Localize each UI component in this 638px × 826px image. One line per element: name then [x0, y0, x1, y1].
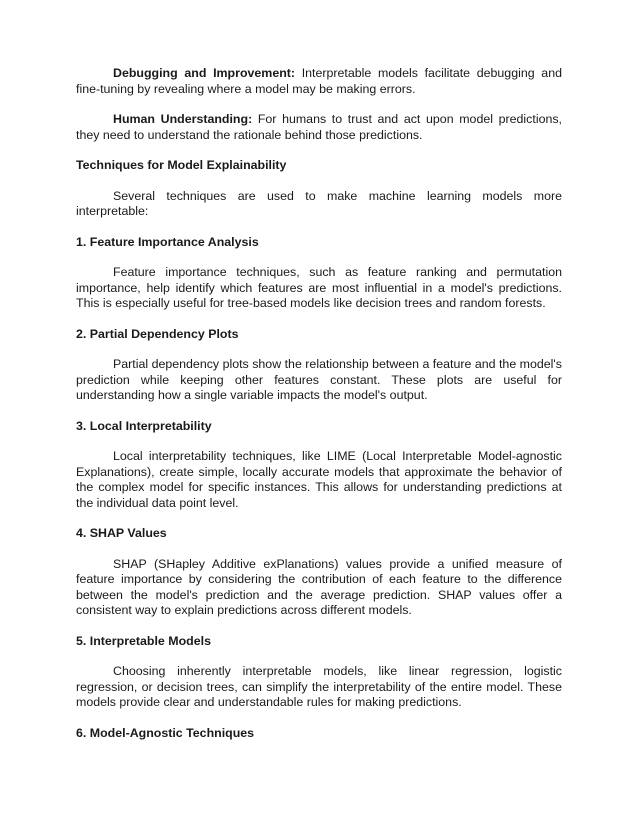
technique-body: Choosing inherently interpretable models, like linear regression, logistic regression, or decision trees, can simplify the interpretability of the entire model. These models provide clear and understandable rules for making predictions. — [76, 664, 562, 709]
intro-paragraph-human-understanding — [76, 112, 562, 143]
paragraph-lead: Debugging and Improvement: — [113, 66, 296, 80]
technique-heading: 1. Feature Importance Analysis — [76, 234, 259, 249]
technique-body: Local interpretability techniques, like LIME (Local Interpretable Model-agnostic Explanations), create simple, locally accurate models that approximate the behavior of the complex model for specific instances. This allows for understanding predictions at the individual data point level. — [76, 449, 562, 510]
intro-paragraph-debugging — [76, 66, 562, 97]
paragraph-text: Interpretable models facilitate debugging and fine-tuning by revealing where a model may be making errors. — [76, 66, 562, 96]
technique-heading: 4. SHAP Values — [76, 526, 167, 540]
technique-heading: 6. Model-Agnostic Techniques — [76, 725, 255, 740]
paragraph-text: For humans to trust and act upon model predictions, they need to understand the rationale behind those predictions. — [76, 112, 562, 142]
technique-body: SHAP (SHapley Additive exPlanations) values provide a unified measure of feature importance by considering the contribution of each feature to the difference between the model's prediction and the average prediction. SHAP values offer a consistent way to explain predictions across different models. — [76, 556, 562, 617]
section-title: Techniques for Model Explainability — [76, 158, 287, 172]
technique-body: Feature importance techniques, such as feature ranking and permutation importance, help identify which features are most influential in a model's predictions. This is especially useful for tree-based models like decision trees and random forests. — [76, 265, 562, 310]
paragraph-lead: Human Understanding: — [113, 112, 253, 126]
document-page — [76, 66, 562, 756]
section-intro: Several techniques are used to make machine learning models more interpretable: — [76, 188, 562, 218]
technique-heading: 3. Local Interpretability — [76, 418, 212, 433]
technique-heading: 5. Interpretable Models — [76, 633, 211, 648]
technique-heading: 2. Partial Dependency Plots — [76, 326, 239, 341]
technique-body: Partial dependency plots show the relationship between a feature and the model's prediction while keeping other features constant. These plots are useful for understanding how a single variable impacts the model's output. — [76, 357, 562, 402]
